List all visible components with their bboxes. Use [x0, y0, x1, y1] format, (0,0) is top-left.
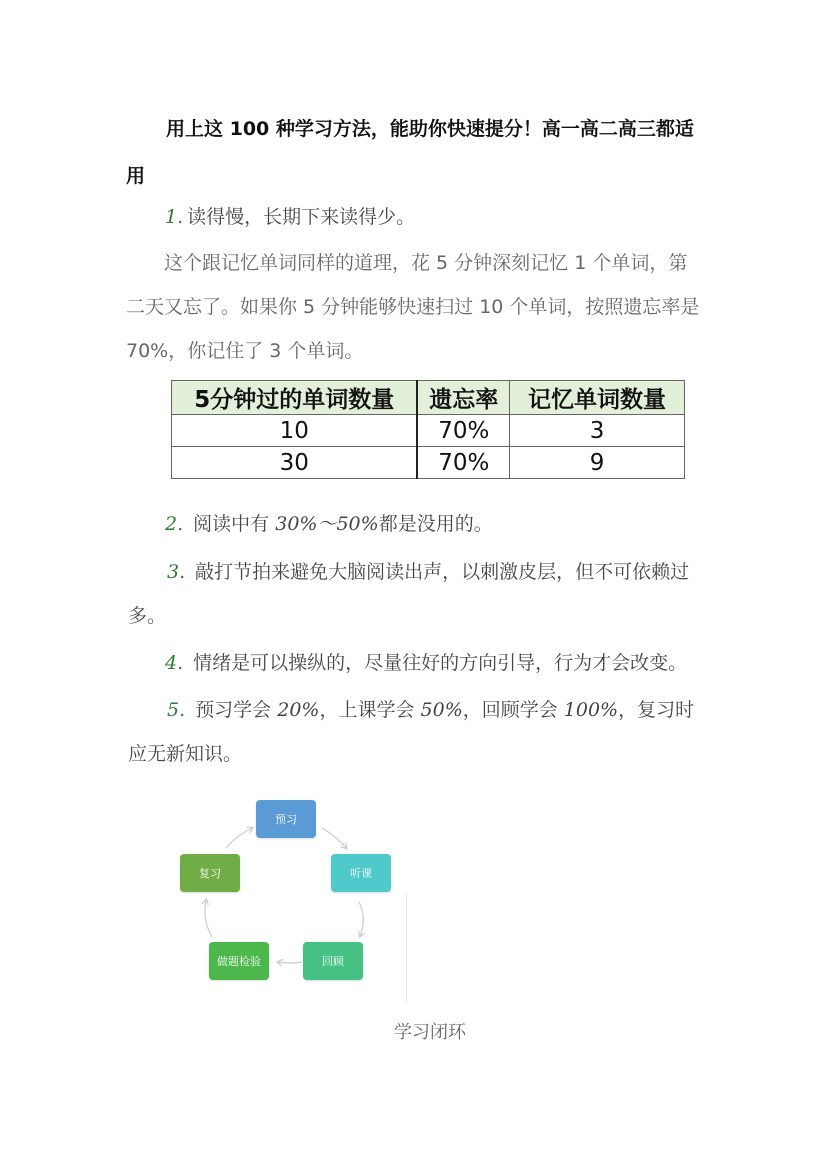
study-loop-diagram [160, 790, 410, 1010]
node-practice: 做题检验 [209, 942, 269, 980]
table-row [172, 415, 685, 447]
item-text: 敲打节拍来避免大脑阅读出声，以刺激皮层，但不可依赖过多。 [128, 561, 690, 627]
item-number: 5. [167, 699, 186, 721]
list-item-1 [165, 195, 415, 239]
item-number: 2. [165, 513, 184, 535]
list-item-3 [128, 550, 704, 638]
item-text: 都是没用的。 [378, 513, 493, 535]
list-item-4 [165, 641, 687, 685]
node-review: 回顾 [303, 942, 363, 980]
list-item-2 [165, 502, 493, 546]
item-text: ，复习时应无新知识。 [128, 699, 695, 765]
item-percent: 100% [563, 699, 619, 721]
list-item-5 [128, 688, 704, 776]
table-cell: 9 [510, 447, 685, 479]
table-cell: 3 [510, 415, 685, 447]
table-header-cell: 5分钟过的单词数量 [172, 381, 418, 415]
divider [406, 893, 407, 1003]
item-text: 情绪是可以操纵的，尽量往好的方向引导，行为才会改变。 [187, 652, 688, 674]
arrow-icon [226, 828, 252, 848]
item-text: ，上课学会 [319, 699, 421, 721]
item-number: 4. [165, 652, 184, 674]
item-text: 预习学会 [189, 699, 278, 721]
table-header-row [172, 381, 685, 415]
item-highlight: 30%～50% [275, 513, 379, 535]
node-listen: 听课 [331, 854, 391, 892]
word-memory-table [171, 380, 685, 479]
table-row [172, 447, 685, 479]
item-text: 读得慢，长期下来读得少。 [187, 206, 416, 228]
table-cell: 30 [172, 447, 418, 479]
table-header-cell: 记忆单词数量 [510, 381, 685, 415]
item-number: 3. [167, 561, 186, 583]
node-revise: 复习 [180, 854, 240, 892]
diagram-caption: 学习闭环 [394, 1022, 466, 1043]
arrow-icon [322, 828, 346, 848]
table-cell: 70% [417, 415, 509, 447]
item-text: ，回顾学会 [462, 699, 564, 721]
node-preview: 预习 [256, 800, 316, 838]
table-cell: 10 [172, 415, 418, 447]
page-title: 用上这 100 种学习方法，能助你快速提分！高一高二高三都适用 [126, 118, 694, 187]
arrow-icon [359, 902, 363, 936]
table-cell: 70% [417, 447, 509, 479]
item-percent: 20% [277, 699, 320, 721]
arrow-icon [278, 962, 302, 963]
table-header-cell: 遗忘率 [417, 381, 509, 415]
item-percent: 50% [420, 699, 463, 721]
body-paragraph: 这个跟记忆单词同样的道理，花 5 分钟深刻记忆 1 个单词，第二天又忘了。如果你 5 分钟能够快速扫过 10 个单词，按照遗忘率是 70%，你记住了 3 个单词。 [126, 252, 700, 362]
item-number: 1. [165, 206, 184, 228]
item-text: 阅读中有 [187, 513, 276, 535]
arrow-icon [205, 900, 212, 937]
